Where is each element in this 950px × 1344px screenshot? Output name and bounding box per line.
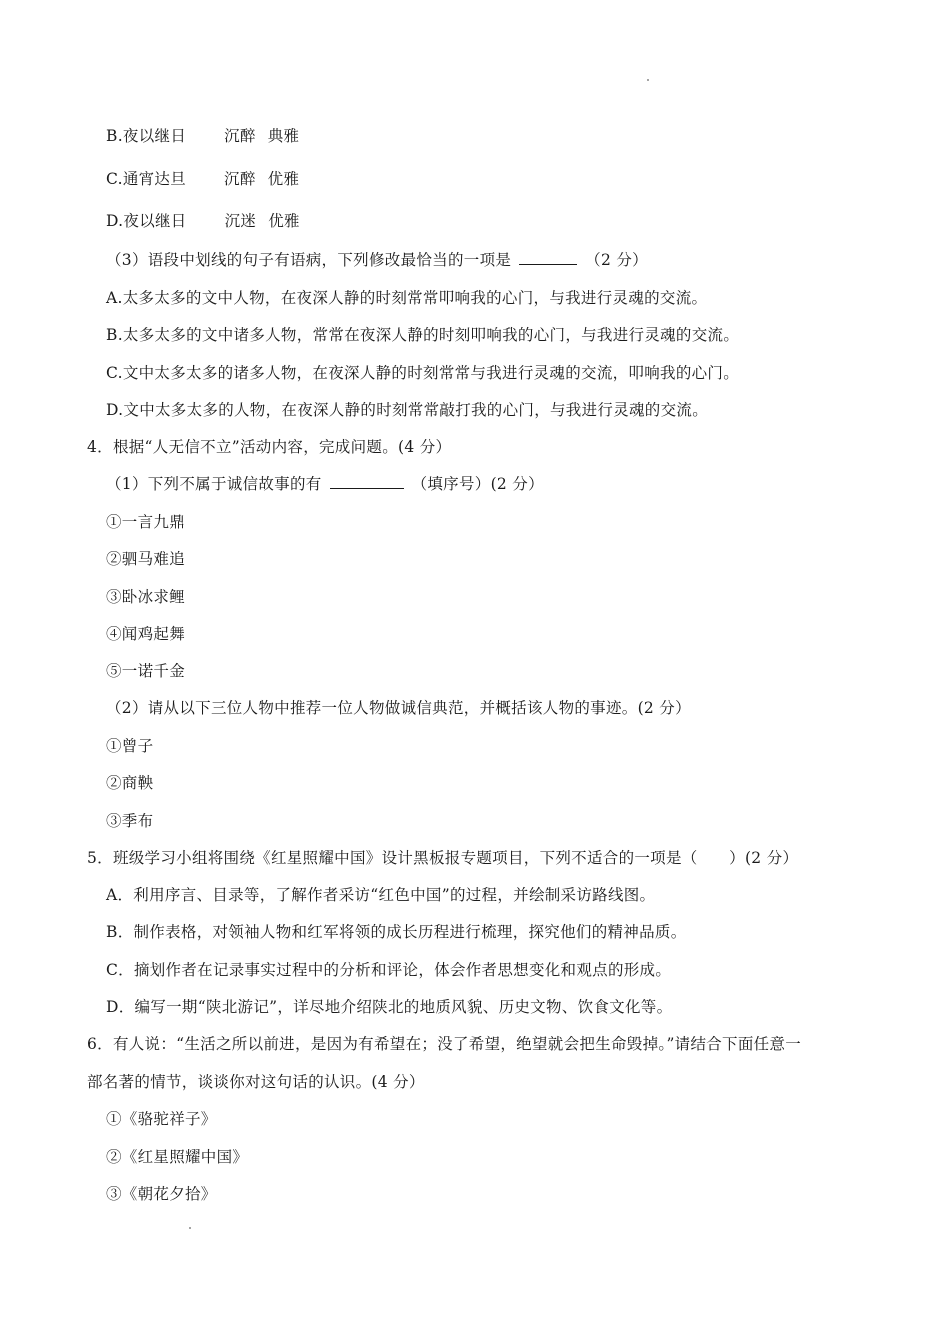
q4-sub1-item: ②驷马难追 bbox=[106, 550, 186, 568]
q4-sub1-stem: （1）下列不属于诚信故事的有 （填序号）(2 分） bbox=[106, 475, 544, 493]
q4-sub2-stem: （2）请从以下三位人物中推荐一位人物做诚信典范，并概括该人物的事迹。(2 分） bbox=[106, 699, 691, 717]
q3-sub3-option-c: C.文中太多太多的诸多人物，在夜深人静的时刻常常与我进行灵魂的交流，叩响我的心门。 bbox=[106, 364, 740, 382]
q6-item: ①《骆驼祥子》 bbox=[106, 1110, 217, 1128]
q5-stem: 5．班级学习小组将围绕《红星照耀中国》设计黑板报专题项目，下列不适合的一项是（ ）(2 分） bbox=[87, 849, 799, 867]
q4-sub1-item: ⑤一诺千金 bbox=[106, 662, 186, 680]
q3-sub3-option-d: D.文中太多太多的人物，在夜深人静的时刻常常敲打我的心门，与我进行灵魂的交流。 bbox=[106, 401, 709, 419]
q4-sub1-item: ①一言九鼎 bbox=[106, 513, 186, 531]
q5-option-c: C．摘划作者在记录事实过程中的分析和评论，体会作者思想变化和观点的形成。 bbox=[106, 961, 672, 979]
scan-dot bbox=[189, 1227, 191, 1229]
q3-option-b: B.夜以继日 沉醉 典雅 bbox=[106, 127, 300, 145]
q6-item: ③《朝花夕拾》 bbox=[106, 1185, 217, 1203]
q4-sub2-item: ③季布 bbox=[106, 812, 154, 830]
q4-sub2-item: ①曾子 bbox=[106, 737, 154, 755]
q5-option-a: A．利用序言、目录等，了解作者采访“红色中国”的过程，并绘制采访路线图。 bbox=[106, 886, 656, 904]
q5-option-b: B．制作表格，对领袖人物和红军将领的成长历程进行梳理，探究他们的精神品质。 bbox=[106, 923, 687, 941]
q5-option-d: D．编写一期“陕北游记”，详尽地介绍陕北的地质风貌、历史文物、饮食文化等。 bbox=[106, 998, 673, 1016]
answer-blank[interactable] bbox=[519, 250, 577, 265]
q6-stem-line1: 6．有人说：“生活之所以前进，是因为有希望在；没了希望，绝望就会把生命毁掉。”请结合下面任意一 bbox=[87, 1035, 802, 1053]
q3-sub3-option-b: B.太多太多的文中诸多人物，常常在夜深人静的时刻叩响我的心门，与我进行灵魂的交流。 bbox=[106, 326, 740, 344]
scan-dot bbox=[647, 79, 649, 81]
q4-sub1-item: ④闻鸡起舞 bbox=[106, 625, 186, 643]
q3-sub3-stem: （3）语段中划线的句子有语病，下列修改最恰当的一项是 （2 分） bbox=[106, 251, 648, 269]
q6-item: ②《红星照耀中国》 bbox=[106, 1148, 249, 1166]
q4-sub2-item: ②商鞅 bbox=[106, 774, 154, 792]
q3-option-c: C.通宵达旦 沉醉 优雅 bbox=[106, 170, 300, 188]
q6-stem-line2: 部名著的情节，谈谈你对这句话的认识。(4 分） bbox=[87, 1073, 425, 1091]
answer-blank[interactable] bbox=[330, 474, 404, 489]
q4-stem: 4．根据“人无信不立”活动内容，完成问题。(4 分） bbox=[87, 438, 452, 456]
q3-sub3-option-a: A.太多太多的文中人物，在夜深人静的时刻常常叩响我的心门，与我进行灵魂的交流。 bbox=[106, 289, 708, 307]
q4-sub1-item: ③卧冰求鲤 bbox=[106, 588, 186, 606]
q3-option-d: D.夜以继日 沉迷 优雅 bbox=[106, 212, 300, 230]
